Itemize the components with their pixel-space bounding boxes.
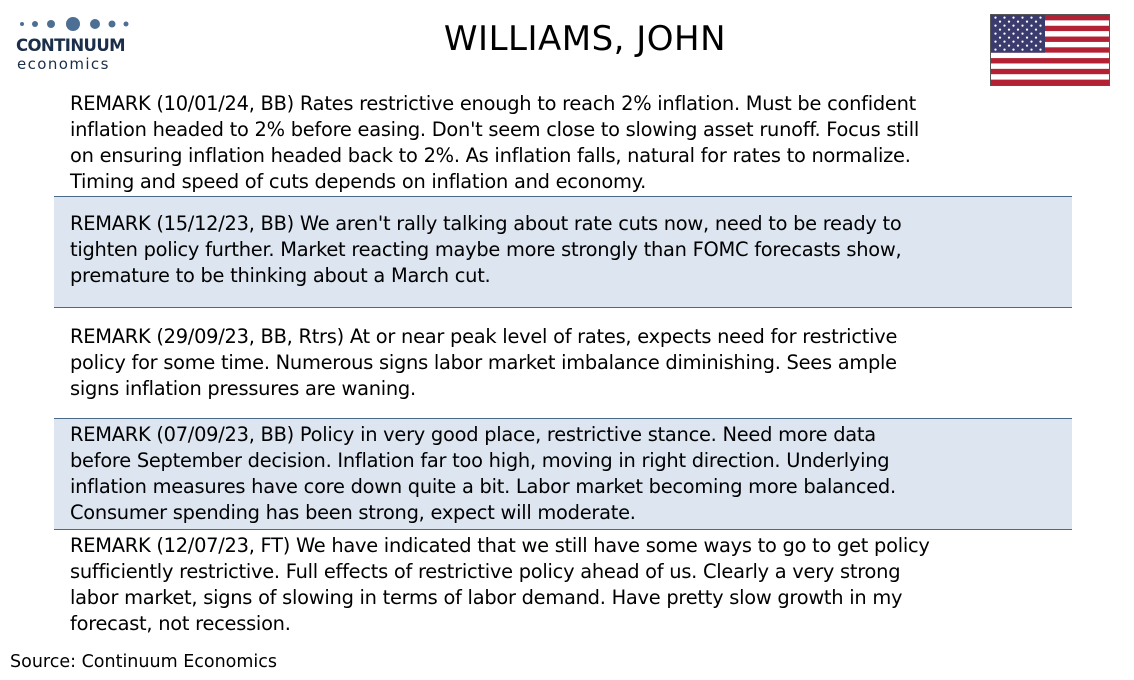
logo-wordmark-bottom: economics [17, 55, 110, 73]
remark-text-line: REMARK (07/09/23, BB) Policy in very good place, restrictive stance. Need more data [70, 423, 876, 446]
remark-text-line: before September decision. Inflation far too high, moving in right direction. Underlying [70, 449, 890, 472]
remarks-list [54, 90, 1072, 640]
remark-item [54, 90, 1072, 197]
remark-item [54, 419, 1072, 530]
remark-item [54, 197, 1072, 308]
remark-text-line: sufficiently restrictive. Full effects of restrictive policy ahead of us. Clearly a very strong [70, 560, 901, 583]
remark-text-line: Timing and speed of cuts depends on inflation and economy. [70, 170, 646, 193]
remark-text-line: Consumer spending has been strong, expect will moderate. [70, 501, 636, 524]
remark-text-line: labor market, signs of slowing in terms of labor demand. Have pretty slow growth in my [70, 586, 903, 609]
page-title: WILLIAMS, JOHN [443, 19, 727, 59]
remark-text-line: premature to be thinking about a March cut. [70, 264, 491, 287]
remark-text-line: REMARK (29/09/23, BB, Rtrs) At or near peak level of rates, expects need for restrictive [70, 325, 898, 348]
remark-text-line: REMARK (10/01/24, BB) Rates restrictive enough to reach 2% inflation. Must be confident [70, 92, 916, 115]
remark-text-line: inflation headed to 2% before easing. Don't seem close to slowing asset runoff. Focus still [70, 118, 919, 141]
logo-wordmark-top: CONTINUUM [16, 36, 125, 55]
remark-text-line: REMARK (15/12/23, BB) We aren't rally talking about rate cuts now, need to be ready to [70, 212, 902, 235]
remark-item [54, 530, 1072, 640]
remark-text-line: signs inflation pressures are waning. [70, 377, 416, 400]
remark-text-line: inflation measures have core down quite a bit. Labor market becoming more balanced. [70, 475, 896, 498]
remark-text-line: REMARK (12/07/23, FT) We have indicated that we still have some ways to go to get policy [70, 534, 930, 557]
remark-text-line: policy for some time. Numerous signs labor market imbalance diminishing. Sees ample [70, 351, 897, 374]
remark-text-line: tighten policy further. Market reacting maybe more strongly than FOMC forecasts show, [70, 238, 902, 261]
us-flag-icon [990, 14, 1110, 86]
remark-text-line: on ensuring inflation headed back to 2%. As inflation falls, natural for rates to normalize. [70, 144, 911, 167]
remark-text-line: forecast, not recession. [70, 612, 291, 635]
source-note: Source: Continuum Economics [10, 652, 278, 672]
remark-item [54, 308, 1072, 419]
